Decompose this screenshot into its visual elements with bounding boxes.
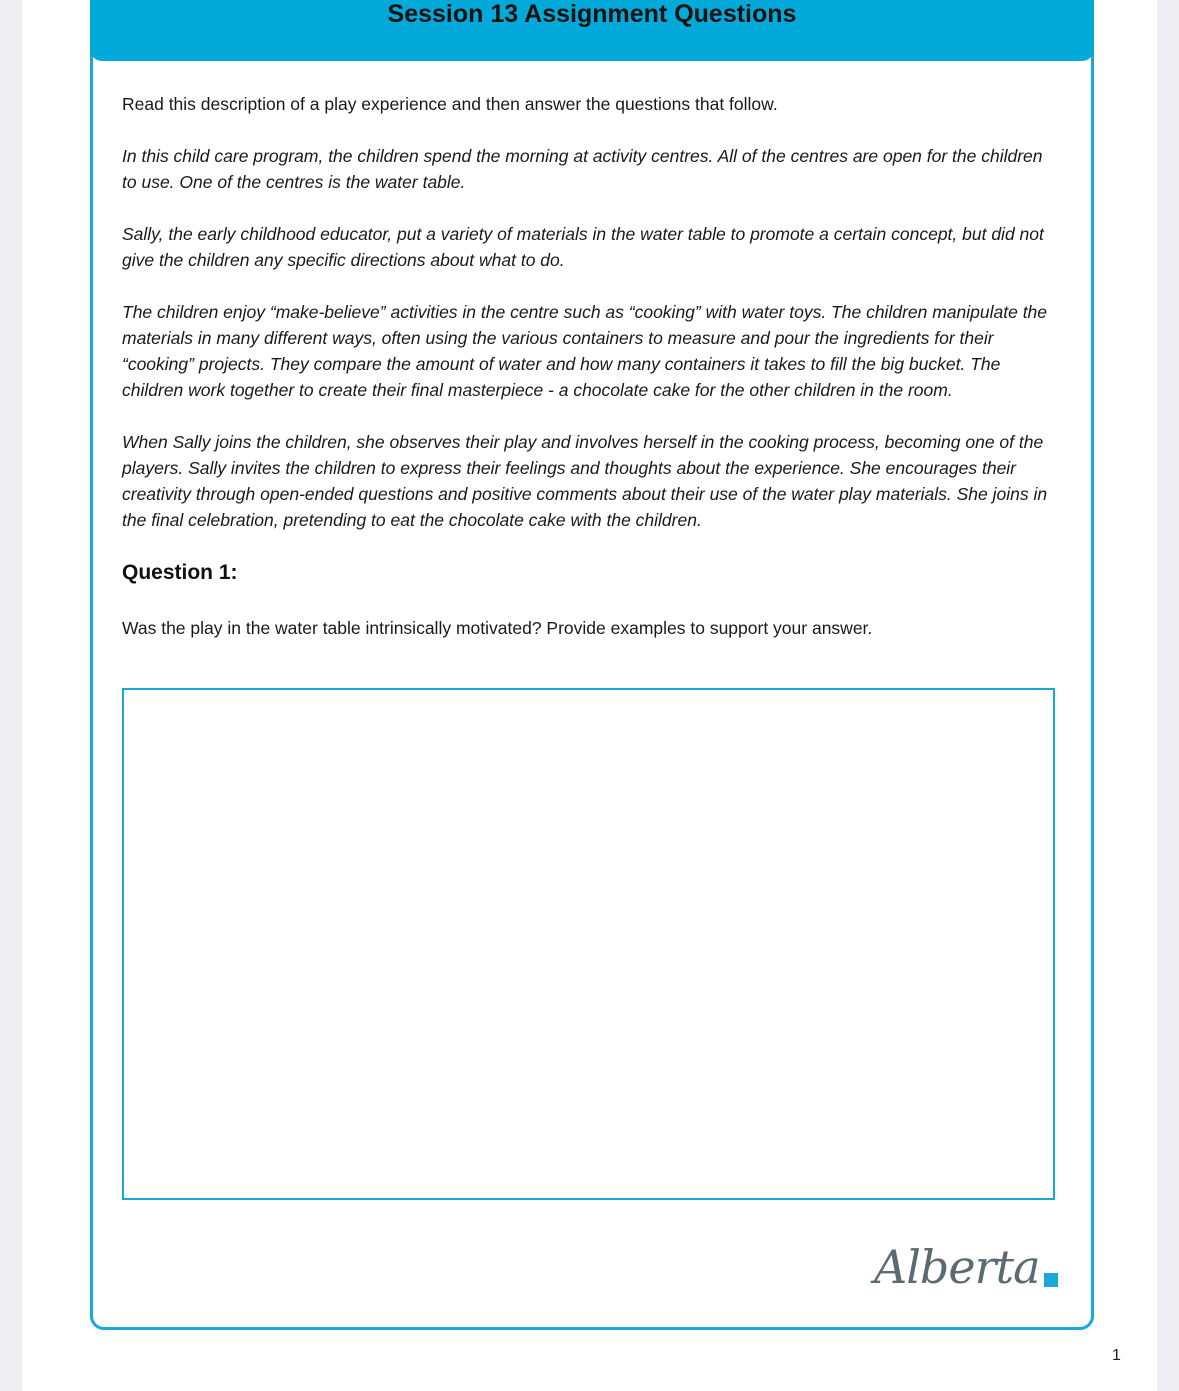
answer-text-box[interactable] <box>122 688 1055 1200</box>
alberta-logo-square-icon <box>1044 1273 1058 1287</box>
scenario-paragraph: The children enjoy “make-believe” activities in the centre such as “cooking” with water toys. The children manipulate the materials in many different ways, often using the various containers to measure and pour the ingredients for their “cooking” projects. They compare the amount of water and how many containers it takes to fill the big bucket. The children work together to create their final masterpiece - a chocolate cake for the other children in the room. <box>122 302 1048 400</box>
question-text: Was the play in the water table intrinsically motivated? Provide examples to support your answer. <box>122 618 873 638</box>
assignment-content <box>122 91 1052 667</box>
question-heading: Question 1: <box>122 561 238 584</box>
page-number: 1 <box>1112 1347 1121 1364</box>
alberta-logo <box>874 1232 1074 1307</box>
intro-text: Read this description of a play experience and then answer the questions that follow. <box>122 94 778 114</box>
page-title: Session 13 Assignment Questions <box>387 0 797 28</box>
scenario-paragraph: In this child care program, the children spend the morning at activity centres. All of the centres are open for the children to use. One of the centres is the water table. <box>122 146 1043 192</box>
alberta-logo-wordmark: Alberta <box>874 1240 1040 1294</box>
document-page <box>22 0 1157 1391</box>
scenario-paragraph: When Sally joins the children, she observes their play and involves herself in the cooking process, becoming one of the players. Sally invites the children to express their feelings and thoughts about the experience. She encourages their creativity through open-ended questions and positive comments about their use of the water play materials. She joins in the final celebration, pretending to eat the chocolate cake with the children. <box>122 432 1048 530</box>
scenario-paragraph: Sally, the early childhood educator, put a variety of materials in the water table to promote a certain concept, but did not give the children any specific directions about what to do. <box>122 224 1044 270</box>
title-bar <box>90 0 1094 61</box>
